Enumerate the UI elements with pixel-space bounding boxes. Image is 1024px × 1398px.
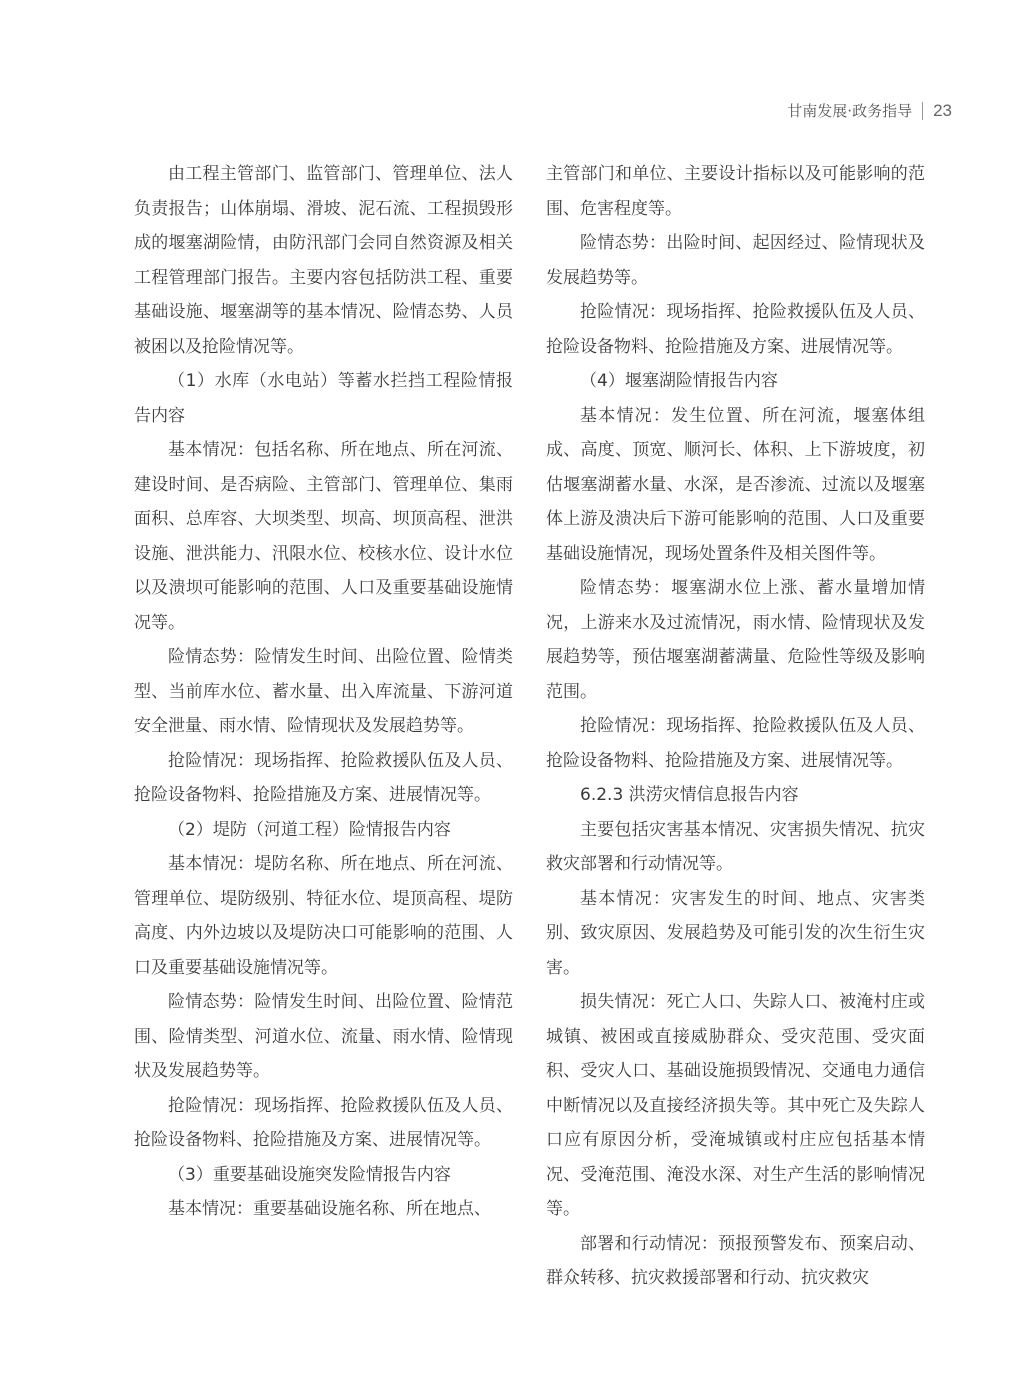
paragraph: 险情态势：出险时间、起因经过、险情现状及发展趋势等。 [546, 233, 925, 288]
paragraph: 主要包括灾害基本情况、灾害损失情况、抗灾救灾部署和行动情况等。 [546, 819, 925, 874]
paragraph: 抢险情况：现场指挥、抢险救援队伍及人员、抢险设备物料、抢险措施及方案、进展情况等。 [546, 716, 925, 771]
section-heading: 6.2.3 洪涝灾情信息报告内容 [580, 785, 799, 805]
paragraph: 抢险情况：现场指挥、抢险救援队伍及人员、抢险设备物料、抢险措施及方案、进展情况等。 [546, 302, 925, 357]
paragraph: 基本情况：灾害发生的时间、地点、灾害类别、致灾原因、发展趋势及可能引发的次生衍生灾害。 [546, 888, 925, 978]
paragraph: 抢险情况：现场指挥、抢险救援队伍及人员、抢险设备物料、抢险措施及方案、进展情况等。 [134, 750, 513, 805]
section-heading: （4）堰塞湖险情报告内容 [580, 371, 778, 391]
section-heading: （3）重要基础设施突发险情报告内容 [168, 1164, 451, 1185]
running-header [787, 100, 952, 121]
paragraph: 险情态势：险情发生时间、出险位置、险情类型、当前库水位、蓄水量、出入库流量、下游河道安全泄量、雨水情、险情现状及发展趋势等。 [134, 647, 513, 736]
header-title: 甘南发展·政务指导 [787, 102, 913, 120]
left-column [134, 157, 513, 1227]
right-column [546, 157, 925, 1296]
paragraph: 主管部门和单位、主要设计指标以及可能影响的范围、危害程度等。 [546, 164, 925, 219]
paragraph: 由工程主管部门、监管部门、管理单位、法人负责报告；山体崩塌、滑坡、泥石流、工程损毁形成的堰塞湖险情，由防汛部门会同自然资源及相关工程管理部门报告。主要内容包括防洪工程、重要基础设施、堰塞湖等的基本情况、险情态势、人员被困以及抢险情况等。 [134, 164, 513, 357]
page-number: 23 [933, 100, 952, 120]
paragraph: 基本情况：包括名称、所在地点、所在河流、建设时间、是否病险、主管部门、管理单位、集雨面积、总库容、大坝类型、坝高、坝顶高程、泄洪设施、泄洪能力、汛限水位、校核水位、设计水位以及溃坝可能影响的范围、人口及重要基础设施情况等。 [134, 440, 513, 633]
header-divider [922, 102, 923, 120]
paragraph: 险情态势：堰塞湖水位上涨、蓄水量增加情况，上游来水及过流情况，雨水情、险情现状及发展趋势等，预估堰塞湖蓄满量、危险性等级及影响范围。 [546, 578, 925, 702]
paragraph: 抢险情况：现场指挥、抢险救援队伍及人员、抢险设备物料、抢险措施及方案、进展情况等。 [134, 1095, 513, 1150]
section-heading: （2）堤防（河道工程）险情报告内容 [168, 819, 451, 840]
paragraph: 基本情况：重要基础设施名称、所在地点、 [168, 1199, 491, 1219]
section-heading: （1）水库（水电站）等蓄水拦挡工程险情报告内容 [134, 371, 513, 426]
paragraph: 基本情况：发生位置、所在河流，堰塞体组成、高度、顶宽、顺河长、体积、上下游坡度，初估堰塞湖蓄水量、水深，是否渗流、过流以及堰塞体上游及溃决后下游可能影响的范围、人口及重要基础设施情况，现场处置条件及相关图件等。 [546, 405, 925, 564]
paragraph: 基本情况：堤防名称、所在地点、所在河流、管理单位、堤防级别、特征水位、堤顶高程、堤防高度、内外边坡以及堤防决口可能影响的范围、人口及重要基础设施情况等。 [134, 854, 513, 978]
paragraph: 部署和行动情况：预报预警发布、预案启动、群众转移、抗灾救援部署和行动、抗灾救灾 [546, 1233, 925, 1288]
paragraph: 险情态势：险情发生时间、出险位置、险情范围、险情类型、河道水位、流量、雨水情、险情现状及发展趋势等。 [134, 992, 513, 1081]
paragraph: 损失情况：死亡人口、失踪人口、被淹村庄或城镇、被困或直接威胁群众、受灾范围、受灾面积、受灾人口、基础设施损毁情况、交通电力通信中断情况以及直接经济损失等。其中死亡及失踪人口应有原因分析，受淹城镇或村庄应包括基本情况、受淹范围、淹没水深、对生产生活的影响情况等。 [546, 992, 925, 1219]
